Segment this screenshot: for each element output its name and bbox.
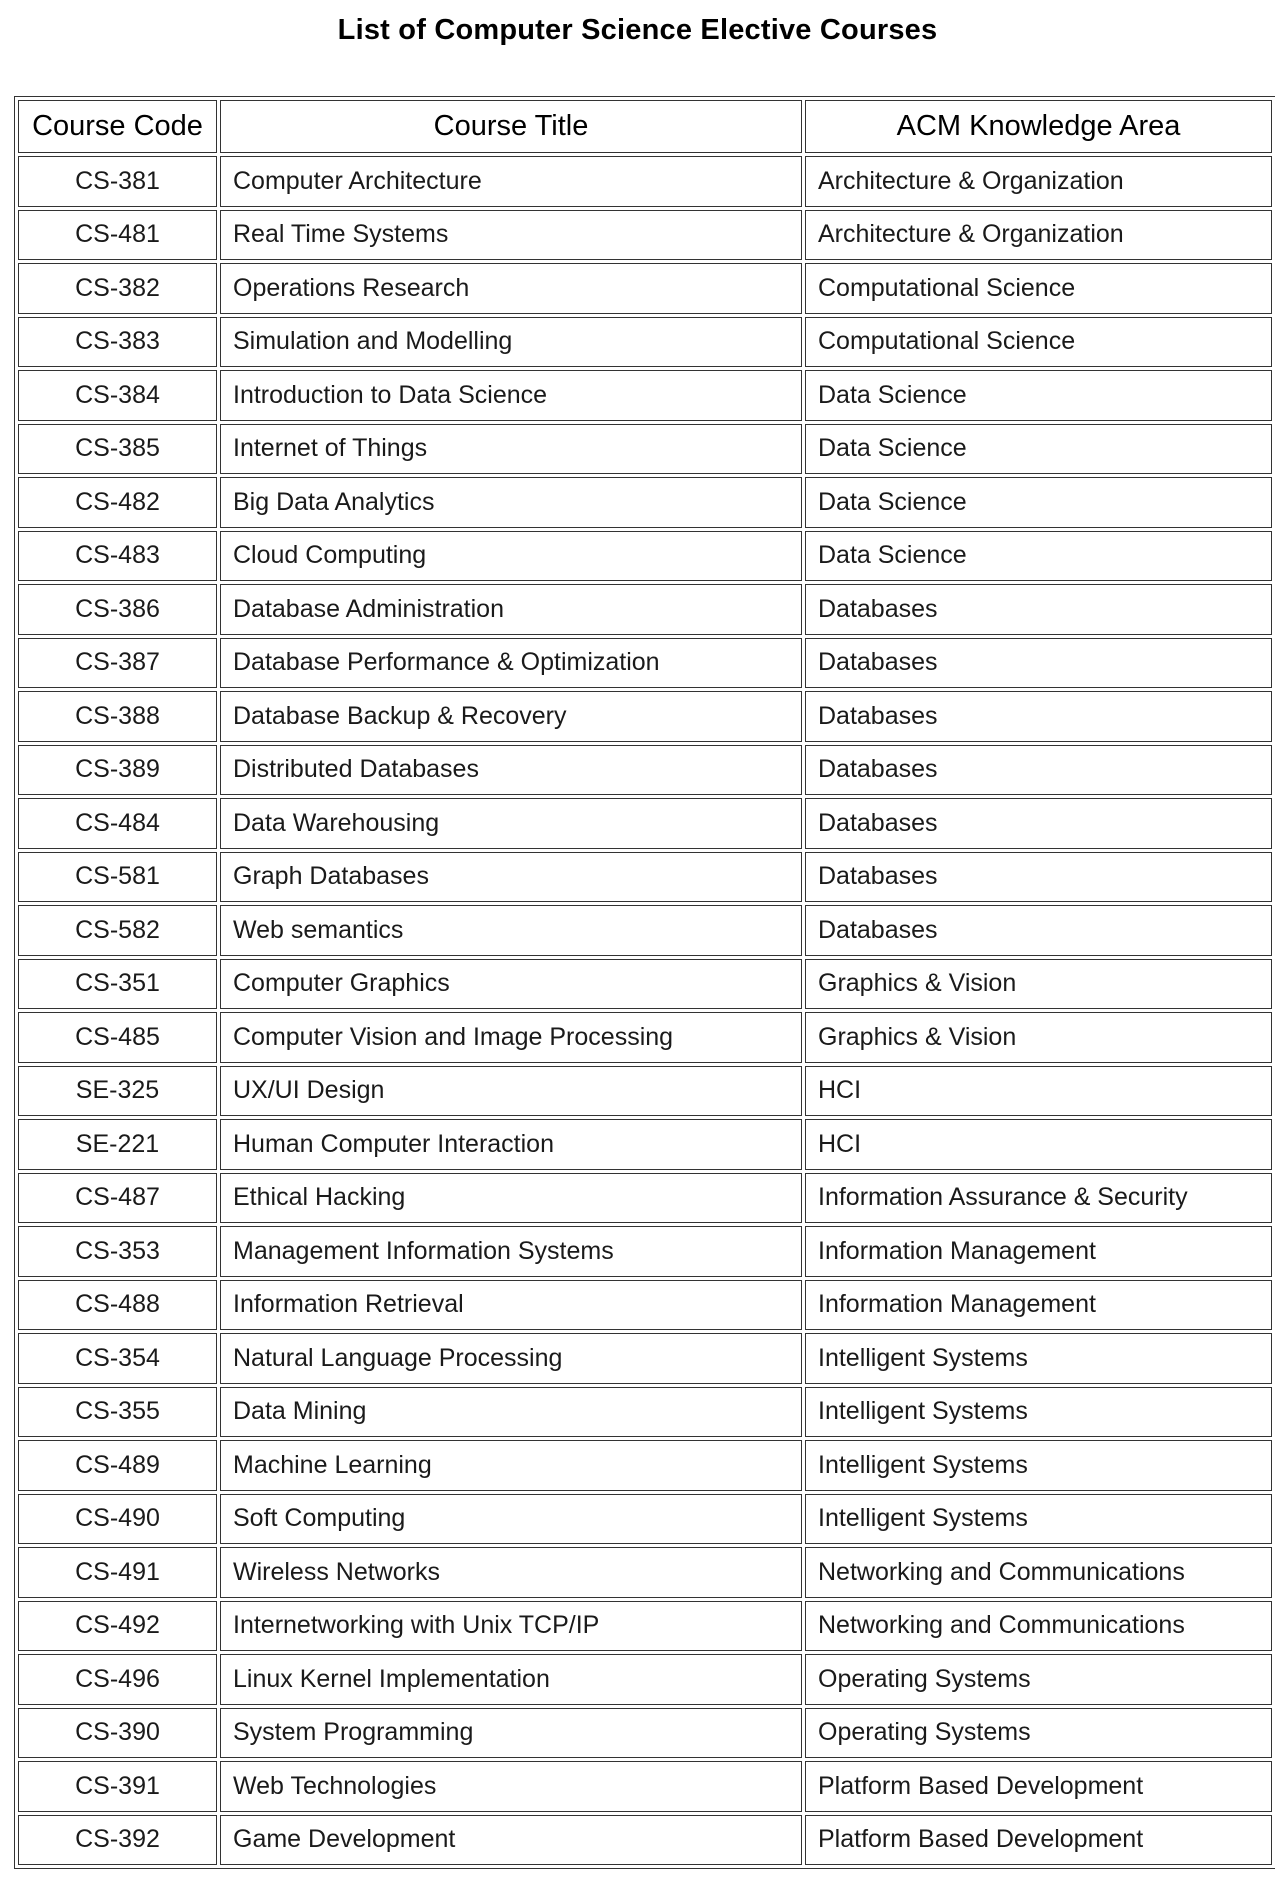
table-row xyxy=(18,1761,1272,1812)
table-row xyxy=(18,263,1272,314)
knowledge-area-cell: Databases xyxy=(805,798,1272,849)
course-code-cell: CS-382 xyxy=(18,263,217,314)
column-header-course-code: Course Code xyxy=(18,100,217,153)
course-title-cell: Graph Databases xyxy=(220,852,802,903)
table-row xyxy=(18,531,1272,582)
course-title-cell: Linux Kernel Implementation xyxy=(220,1654,802,1705)
knowledge-area-cell: Intelligent Systems xyxy=(805,1333,1272,1384)
table-row xyxy=(18,852,1272,903)
knowledge-area-cell: Platform Based Development xyxy=(805,1815,1272,1866)
knowledge-area-cell: Architecture & Organization xyxy=(805,210,1272,261)
course-code-cell: CS-387 xyxy=(18,638,217,689)
course-code-cell: CS-386 xyxy=(18,584,217,635)
course-code-cell: CS-384 xyxy=(18,370,217,421)
course-title-cell: Simulation and Modelling xyxy=(220,317,802,368)
table-row xyxy=(18,905,1272,956)
table-row xyxy=(18,638,1272,689)
course-code-cell: CS-351 xyxy=(18,959,217,1010)
page-title: List of Computer Science Elective Courses xyxy=(337,14,938,46)
course-title-cell: Data Warehousing xyxy=(220,798,802,849)
course-code-cell: CS-487 xyxy=(18,1173,217,1224)
knowledge-area-cell: Data Science xyxy=(805,477,1272,528)
knowledge-area-cell: Computational Science xyxy=(805,317,1272,368)
course-code-cell: CS-383 xyxy=(18,317,217,368)
courses-table-container xyxy=(14,96,1262,1869)
table-row xyxy=(18,1226,1272,1277)
course-title-cell: System Programming xyxy=(220,1708,802,1759)
course-code-cell: CS-392 xyxy=(18,1815,217,1866)
table-row xyxy=(18,156,1272,207)
course-title-cell: Database Backup & Recovery xyxy=(220,691,802,742)
knowledge-area-cell: Databases xyxy=(805,638,1272,689)
course-code-cell: CS-389 xyxy=(18,745,217,796)
knowledge-area-cell: Graphics & Vision xyxy=(805,1012,1272,1063)
knowledge-area-cell: Databases xyxy=(805,584,1272,635)
table-row xyxy=(18,1280,1272,1331)
course-code-cell: CS-390 xyxy=(18,1708,217,1759)
course-title-cell: Human Computer Interaction xyxy=(220,1119,802,1170)
knowledge-area-cell: Databases xyxy=(805,691,1272,742)
course-code-cell: CS-388 xyxy=(18,691,217,742)
course-code-cell: CS-354 xyxy=(18,1333,217,1384)
knowledge-area-cell: Data Science xyxy=(805,370,1272,421)
table-row xyxy=(18,1601,1272,1652)
course-title-cell: Operations Research xyxy=(220,263,802,314)
course-code-cell: CS-481 xyxy=(18,210,217,261)
table-row xyxy=(18,370,1272,421)
table-row xyxy=(18,1066,1272,1117)
table-row xyxy=(18,1173,1272,1224)
course-code-cell: CS-482 xyxy=(18,477,217,528)
table-row xyxy=(18,210,1272,261)
course-title-cell: Computer Graphics xyxy=(220,959,802,1010)
table-body xyxy=(18,156,1272,1865)
knowledge-area-cell: Intelligent Systems xyxy=(805,1387,1272,1438)
knowledge-area-cell: Databases xyxy=(805,905,1272,956)
table-row xyxy=(18,1012,1272,1063)
course-title-cell: Information Retrieval xyxy=(220,1280,802,1331)
course-code-cell: CS-492 xyxy=(18,1601,217,1652)
course-code-cell: CS-385 xyxy=(18,424,217,475)
knowledge-area-cell: Data Science xyxy=(805,531,1272,582)
knowledge-area-cell: Databases xyxy=(805,745,1272,796)
course-code-cell: CS-496 xyxy=(18,1654,217,1705)
table-row xyxy=(18,1708,1272,1759)
course-code-cell: CS-581 xyxy=(18,852,217,903)
course-title-cell: Machine Learning xyxy=(220,1440,802,1491)
course-title-cell: Soft Computing xyxy=(220,1494,802,1545)
course-code-cell: CS-355 xyxy=(18,1387,217,1438)
courses-table xyxy=(14,96,1275,1869)
table-row xyxy=(18,1333,1272,1384)
knowledge-area-cell: Networking and Communications xyxy=(805,1601,1272,1652)
column-header-course-title: Course Title xyxy=(220,100,802,153)
course-title-cell: Management Information Systems xyxy=(220,1226,802,1277)
knowledge-area-cell: Information Assurance & Security xyxy=(805,1173,1272,1224)
course-title-cell: Ethical Hacking xyxy=(220,1173,802,1224)
table-row xyxy=(18,1440,1272,1491)
course-title-cell: Internetworking with Unix TCP/IP xyxy=(220,1601,802,1652)
knowledge-area-cell: Operating Systems xyxy=(805,1654,1272,1705)
course-title-cell: Game Development xyxy=(220,1815,802,1866)
course-title-cell: Big Data Analytics xyxy=(220,477,802,528)
course-title-cell: Database Performance & Optimization xyxy=(220,638,802,689)
table-row xyxy=(18,959,1272,1010)
course-title-cell: Web Technologies xyxy=(220,1761,802,1812)
table-row xyxy=(18,424,1272,475)
course-code-cell: SE-325 xyxy=(18,1066,217,1117)
course-code-cell: CS-381 xyxy=(18,156,217,207)
table-row xyxy=(18,798,1272,849)
table-row xyxy=(18,477,1272,528)
table-row xyxy=(18,317,1272,368)
course-code-cell: CS-582 xyxy=(18,905,217,956)
course-title-cell: Cloud Computing xyxy=(220,531,802,582)
knowledge-area-cell: Operating Systems xyxy=(805,1708,1272,1759)
course-title-cell: Natural Language Processing xyxy=(220,1333,802,1384)
course-code-cell: CS-490 xyxy=(18,1494,217,1545)
course-code-cell: CS-488 xyxy=(18,1280,217,1331)
course-title-cell: Real Time Systems xyxy=(220,210,802,261)
table-row xyxy=(18,584,1272,635)
course-title-cell: Computer Architecture xyxy=(220,156,802,207)
course-code-cell: CS-485 xyxy=(18,1012,217,1063)
course-code-cell: CS-484 xyxy=(18,798,217,849)
course-title-cell: Web semantics xyxy=(220,905,802,956)
course-title-cell: Distributed Databases xyxy=(220,745,802,796)
table-row xyxy=(18,1387,1272,1438)
knowledge-area-cell: HCI xyxy=(805,1066,1272,1117)
course-title-cell: UX/UI Design xyxy=(220,1066,802,1117)
knowledge-area-cell: Platform Based Development xyxy=(805,1761,1272,1812)
knowledge-area-cell: Computational Science xyxy=(805,263,1272,314)
knowledge-area-cell: Information Management xyxy=(805,1280,1272,1331)
course-code-cell: CS-483 xyxy=(18,531,217,582)
knowledge-area-cell: Graphics & Vision xyxy=(805,959,1272,1010)
table-row xyxy=(18,1547,1272,1598)
course-code-cell: CS-353 xyxy=(18,1226,217,1277)
knowledge-area-cell: Intelligent Systems xyxy=(805,1440,1272,1491)
knowledge-area-cell: HCI xyxy=(805,1119,1272,1170)
column-header-acm-knowledge-area: ACM Knowledge Area xyxy=(805,100,1272,153)
course-code-cell: CS-489 xyxy=(18,1440,217,1491)
table-row xyxy=(18,1119,1272,1170)
course-code-cell: CS-491 xyxy=(18,1547,217,1598)
table-header-row xyxy=(18,100,1272,153)
knowledge-area-cell: Networking and Communications xyxy=(805,1547,1272,1598)
table-row xyxy=(18,1654,1272,1705)
course-title-cell: Data Mining xyxy=(220,1387,802,1438)
knowledge-area-cell: Data Science xyxy=(805,424,1272,475)
knowledge-area-cell: Intelligent Systems xyxy=(805,1494,1272,1545)
course-title-cell: Computer Vision and Image Processing xyxy=(220,1012,802,1063)
table-row xyxy=(18,1815,1272,1866)
course-title-cell: Database Administration xyxy=(220,584,802,635)
knowledge-area-cell: Architecture & Organization xyxy=(805,156,1272,207)
table-row xyxy=(18,745,1272,796)
course-title-cell: Introduction to Data Science xyxy=(220,370,802,421)
course-title-cell: Wireless Networks xyxy=(220,1547,802,1598)
table-row xyxy=(18,1494,1272,1545)
course-title-cell: Internet of Things xyxy=(220,424,802,475)
course-code-cell: SE-221 xyxy=(18,1119,217,1170)
knowledge-area-cell: Information Management xyxy=(805,1226,1272,1277)
table-row xyxy=(18,691,1272,742)
knowledge-area-cell: Databases xyxy=(805,852,1272,903)
course-code-cell: CS-391 xyxy=(18,1761,217,1812)
